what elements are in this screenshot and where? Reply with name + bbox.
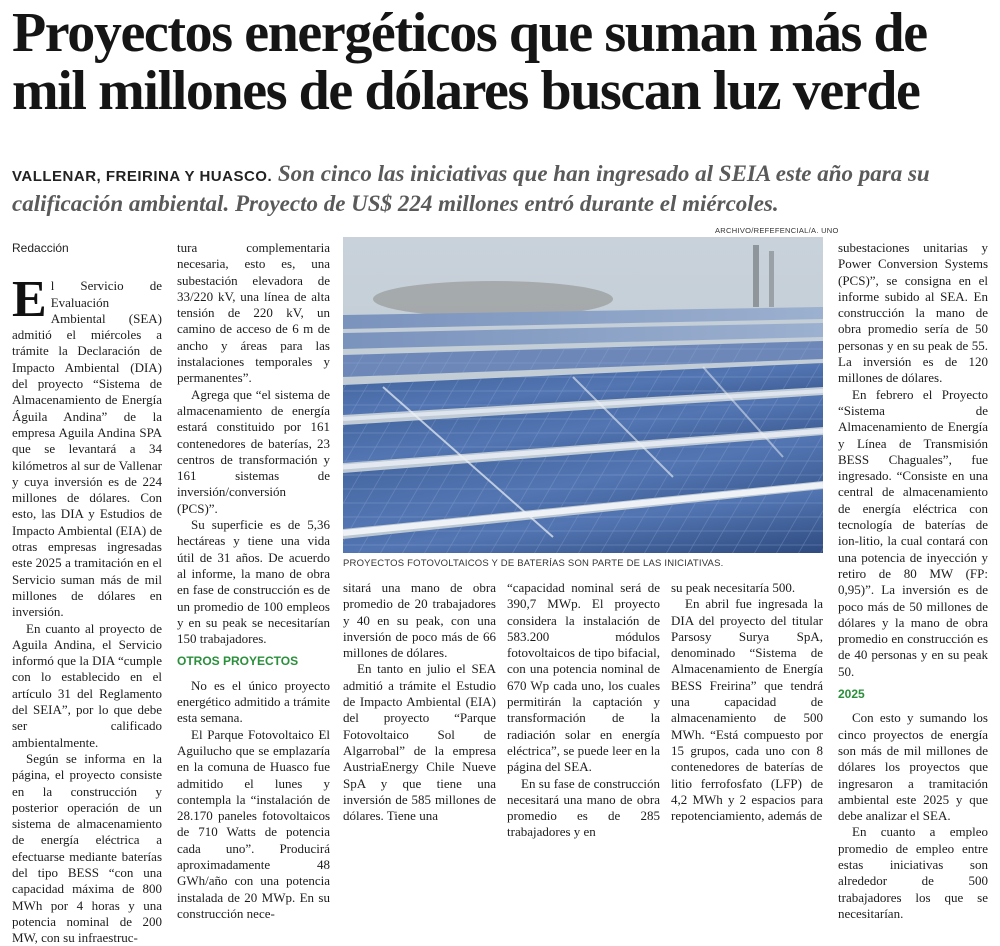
article-column-3 xyxy=(343,580,496,824)
lead-paragraph xyxy=(12,160,992,217)
paragraph: En tanto en julio el SEA admitió a trámite el Estudio de Impacto Ambiental (EIA) del proyecto “Parque Fotovoltaico Sol de Algarrobal” de la empresa AustriaEnergy Chile Nueve SpA y que tiene una inversión de 585 millones de dólares. Tiene una xyxy=(343,661,496,824)
solar-panels-image xyxy=(343,237,823,553)
paragraph: En febrero el Proyecto “Sistema de Almacenamiento de Energía y Línea de Transmisión BESS Chaguales”, fue ingresado. “Consiste en una central de almacenamiento de energía eléctrica con tecnología de baterías de ion-litio, la cual contará con una potencia de inyección y retiro de 80 MW (FP: 0,95)”. La inversión es de poco más de 50 millones de dólares y la mano de obra promedio en construcción es de 40 personas y en su peak 50. xyxy=(838,386,988,679)
paragraph: su peak necesitaría 500. xyxy=(671,580,796,595)
section-subhead: OTROS PROYECTOS xyxy=(177,654,299,669)
first-paragraph xyxy=(12,271,162,620)
article-column-2 xyxy=(177,240,330,921)
paragraph: “capacidad nominal será de 390,7 MWp. El proyecto considera la instalación de 583.200 módulos fotovoltaicos de tipo bifacial, con una potencia nominal de 670 Wp cada uno, los cuales permitirán la captación y transformación de la radiación solar en energía eléctrica”, se puede leer en la página del SEA. xyxy=(507,580,660,775)
paragraph: Con esto y sumando los cinco proyectos de energía son más de mil millones de dólares los proyectos que ingresaron a tramitación ambiental este 2025 y que debe analizar el SEA. xyxy=(838,710,988,824)
article-column-5 xyxy=(671,580,823,824)
photo-caption: PROYECTOS FOTOVOLTAICOS Y DE BATERÍAS SON PARTE DE LAS INICIATIVAS. xyxy=(343,558,724,569)
first-paragraph-text: l Servicio de Evaluación Ambiental (SEA) admitió el miércoles a trámite la Declaración de Impacto Ambiental (DIA) del proyecto “Sistema de Almacenamiento de Energía Águila Andina” de la empresa Aguila Andina SPA que se levantará a 34 kilómetros al sur de Vallenar y cuya inversión es de 224 millones de dólares. Con esto, las DIA y Estudios de Impacto Ambiental (EIA) de otras empresas ingresadas este 2025 a tramitación en el Servicio suman más de mil millones de dólares en inversión. xyxy=(12,278,162,620)
headline: Proyectos energéticos que suman más de mil millones de dólares buscan luz verde xyxy=(12,2,927,122)
paragraph: subestaciones unitarias y Power Conversion Systems (PCS)”, se consigna en el informe subido al SEA. En construcción la mano de obra promedio sería de 50 personas y en su peak de 55. La inversión es de 120 millones de dólares. xyxy=(838,240,988,386)
article-column-4 xyxy=(507,580,660,840)
drop-cap: E xyxy=(12,271,47,329)
photo-credit: ARCHIVO/REFEFENCIAL/A. UNO xyxy=(715,226,839,235)
dateline: VALLENAR, FREIRINA Y HUASCO. xyxy=(12,168,273,185)
paragraph: Según se informa en la página, el proyecto consiste en la construcción y posterior operación de un sistema de almacenamiento de energía eléctrica a efectuarse mediante baterías del tipo BESS “con una capacidad máxima de 800 MWh por 4 horas y una potencia nominal de 200 MW, con su infraestruc- xyxy=(12,750,162,946)
paragraph: tura complementaria necesaria, esto es, una subestación elevadora de 33/220 kV, una línea de alta tensión de 220 kV, un camino de acceso de 6 m de ancho y áreas para las instalaciones temporales y permanentes”. xyxy=(177,240,330,386)
paragraph: En cuanto al proyecto de Aguila Andina, el Servicio informó que la DIA “cumple con lo establecido en el artículo 31 del Reglamento del SEIA”, por lo que debe ser calificado ambientalmente. xyxy=(12,620,162,750)
article-column-6 xyxy=(838,240,988,921)
paragraph: En cuanto a empleo promedio de empleo entre estas iniciativas son alrededor de 500 trabajadores los que se necesitarían. xyxy=(838,824,988,921)
paragraph: Su superficie es de 5,36 hectáreas y tiene una vida útil de 31 años. De acuerdo al informe, la mano de obra en fase de construcción es de un promedio de 100 empleos y en su peak se necesitarían 150 trabajadores. xyxy=(177,517,330,647)
article-column-1 xyxy=(12,240,162,946)
paragraph: En abril fue ingresada la DIA del proyecto del titular Parsosy Surya SpA, denominado “Sistema de Almacenamiento de Energía BESS Freirina” que tendrá una capacidad de almacenamiento de 500 MWh. “Está compuesto por 15 grupos, cada uno con 8 contenedores de baterías de litio ferrofosfato (LFP) de 4,2 MWh y 2 espacios para repotenciamiento, además de xyxy=(671,596,823,824)
paragraph: sitará una mano de obra promedio de 20 trabajadores y 40 en su peak, con una inversión de poco más de 66 millones de dólares. xyxy=(343,580,496,661)
dek: Son cinco las iniciativas que han ingresado al SEIA este año para su calificación ambiental. Proyecto de US$ 224 millones entró durante el miércoles. xyxy=(12,161,930,216)
byline: Redacción xyxy=(12,241,69,255)
paragraph: El Parque Fotovoltaico El Aguilucho que se emplazaría en la comuna de Huasco fue admitido el lunes y contempla la “instalación de 28.170 paneles fotovoltaicos de 710 Watts de potencia cada uno”. Producirá aproximadamente 48 GWh/año con una potencia instalada de 20 MWp. En su construcción nece- xyxy=(177,726,330,921)
paragraph: Agrega que “el sistema de almacenamiento de energía estará constituido por 161 contenedores de baterías, 23 centros de transformación y 161 sistemas de inversión/conversión (PCS)”. xyxy=(177,386,330,516)
paragraph: En su fase de construcción necesitará una mano de obra promedio es de 285 trabajadores y en xyxy=(507,775,660,840)
section-subhead: 2025 xyxy=(838,687,865,702)
paragraph: No es el único proyecto energético admitido a trámite esta semana. xyxy=(177,677,330,726)
solar-panels-photo xyxy=(343,237,823,553)
